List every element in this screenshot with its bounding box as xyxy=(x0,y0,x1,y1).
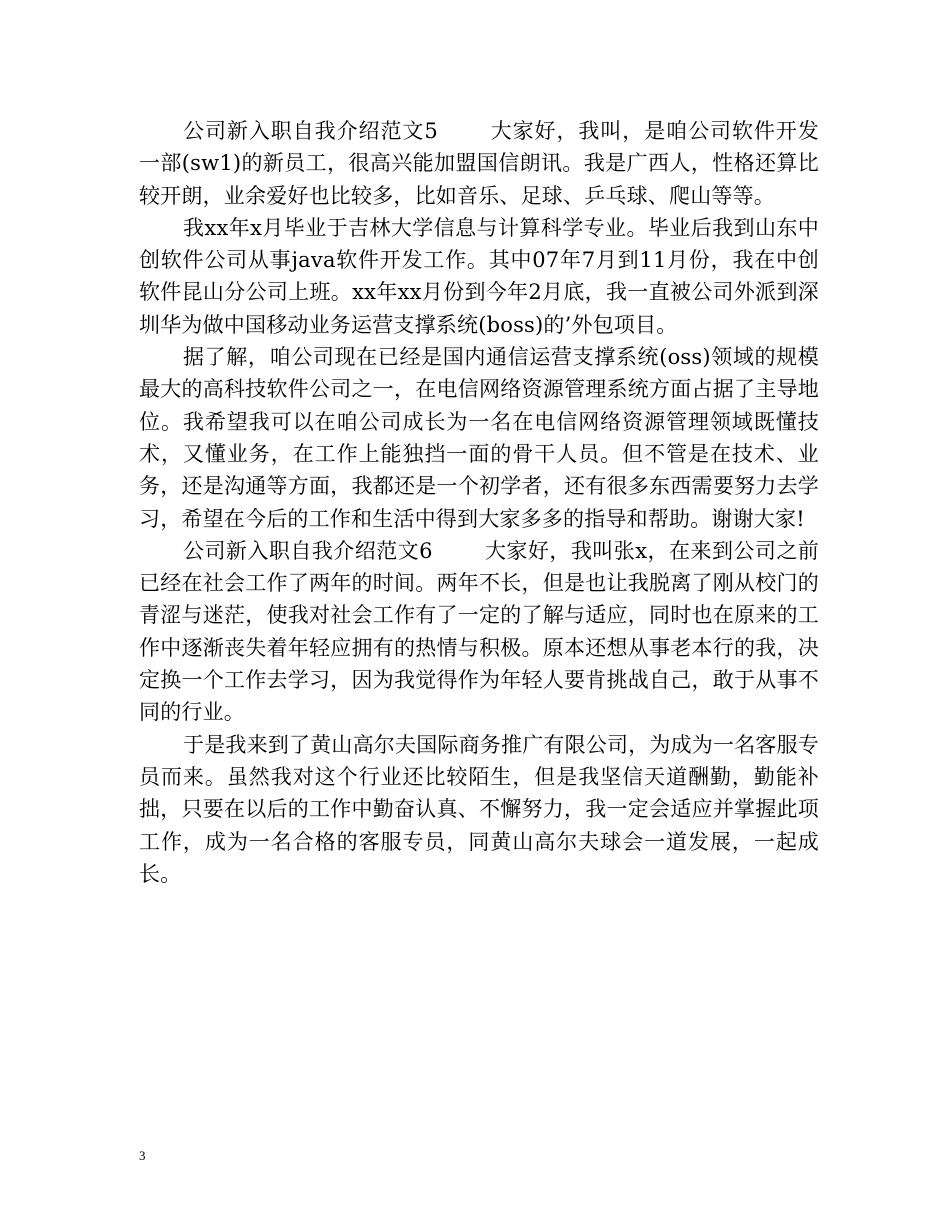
page-number: 3 xyxy=(139,1148,146,1163)
paragraph-3 xyxy=(139,341,819,535)
paragraph-text: 于是我来到了黄山高尔夫国际商务推广有限公司，为成为一名客服专员而来。虽然我对这个行业还比较陌生，但是我坚信天道酬勤，勤能补拙，只要在以后的工作中勤奋认真、不懈努力，我一定会适应并掌握此项工作，成为一名合格的客服专员，同黄山高尔夫球会一道发展，一起成长。 xyxy=(139,732,819,886)
paragraph-text: 大家好，我叫，是咱公司软件开发一部(sw1)的新员工，很高兴能加盟国信朗讯。我是广西人，性格还算比较开朗，业余爱好也比较多，比如音乐、足球、乒乓球、爬山等等。 xyxy=(139,119,820,208)
paragraph-5 xyxy=(139,729,819,890)
paragraph-text: 我xx年x月毕业于吉林大学信息与计算科学专业。毕业后我到山东中创软件公司从事java软件开发工作。其中07年7月到11月份，我在中创软件昆山分公司上班。xx年xx月份到今年2月底，我一直被公司外派到深圳华为做中国移动业务运营支撑系统(boss)的’外包项目。 xyxy=(139,215,819,337)
paragraph-1 xyxy=(139,115,819,212)
section-heading-6: 公司新入职自我介绍范文6 xyxy=(183,538,433,563)
paragraph-2 xyxy=(139,212,819,341)
paragraph-4 xyxy=(139,535,819,729)
document-body xyxy=(139,115,819,890)
paragraph-text: 据了解，咱公司现在已经是国内通信运营支撑系统(oss)领域的规模最大的高科技软件公司之一，在电信网络资源管理系统方面占据了主导地位。我希望我可以在咱公司成长为一名在电信网络资源管理领域既懂技术，又懂业务，在工作上能独挡一面的骨干人员。但不管是在技术、业务，还是沟通等方面，我都还是一个初学者，还有很多东西需要努力去学习，希望在今后的工作和生活中得到大家多多的指导和帮助。谢谢大家! xyxy=(139,345,819,531)
section-heading-5: 公司新入职自我介绍范文5 xyxy=(183,119,438,143)
paragraph-text: 大家好，我叫张x，在来到公司之前已经在社会工作了两年的时间。两年不长，但是也让我脱离了刚从校门的青涩与迷茫，使我对社会工作有了一定的了解与适应，同时也在原来的工作中逐渐丧失着年轻应拥有的热情与积极。原本还想从事老本行的我，决定换一个工作去学习，因为我觉得作为年轻人要肯挑战自己，敢于从事不同的行业。 xyxy=(139,538,820,725)
